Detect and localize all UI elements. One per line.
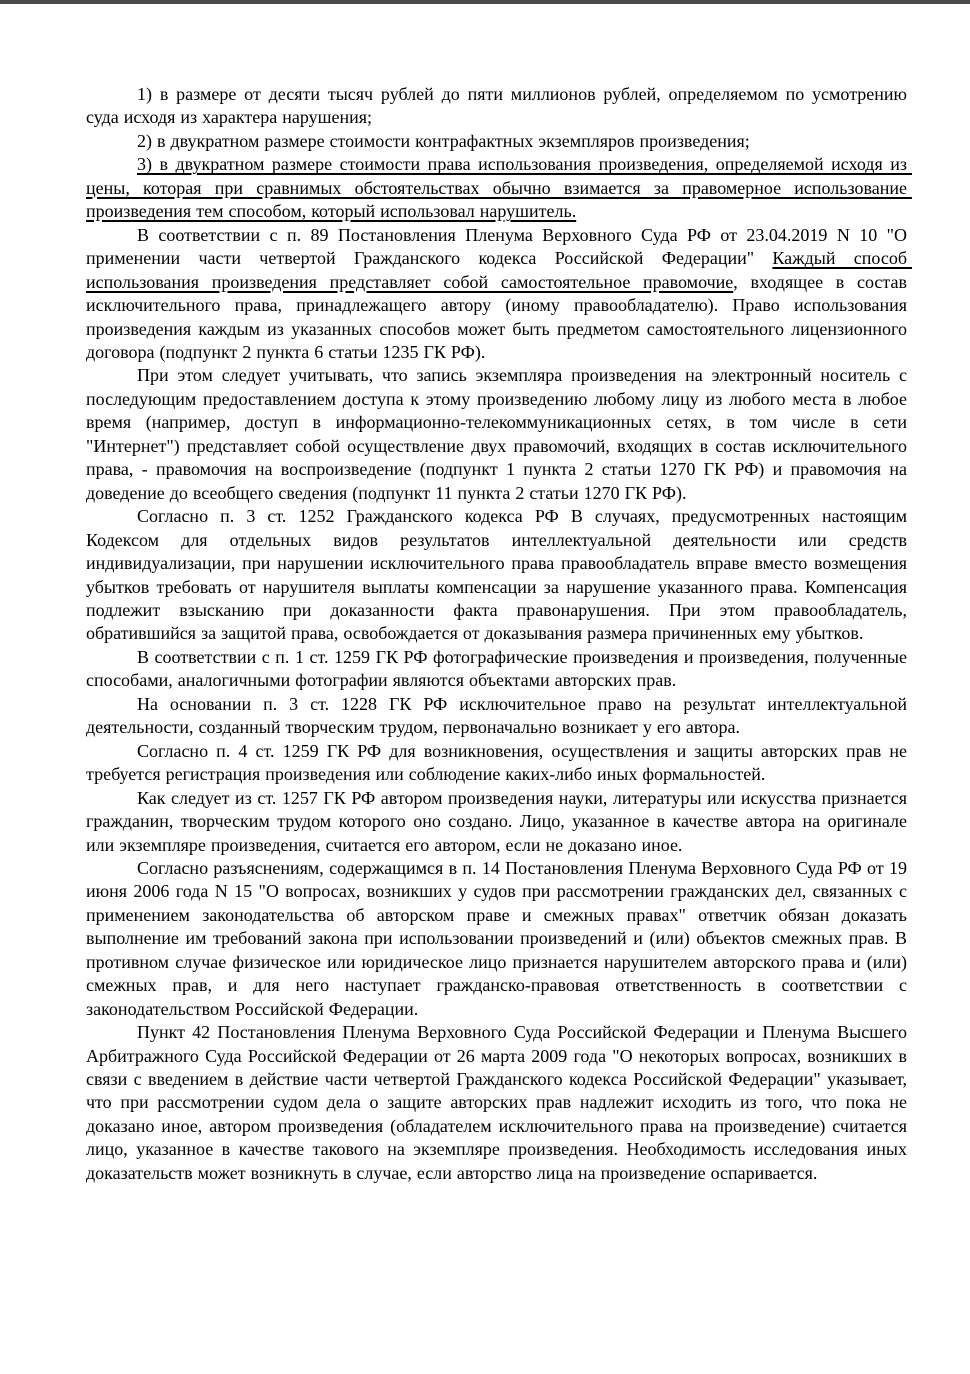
text-run: Согласно разъяснениям, содержащимся в п. 14 Постановления Пленума Верховного Суда РФ от 19 июня 2006 года N 15 "О вопросах, возникших у судов при рассмотрении гражданских дел, связанных с применением законодательства об авторском праве и смежных правах" ответчик обязан доказать выполнение им требований закона при использовании произведений и (или) объектов смежных прав. В противном случае физическое или юридическое лицо признается нарушителем авторского права и (или) смежных прав, и для него наступает гражданско-правовая ответственность в соответствии с законодательством Российской Федерации. (86, 857, 912, 1019)
text-run: Согласно п. 4 ст. 1259 ГК РФ для возникновения, осуществления и защиты авторских прав не требуется регистрация произведения или соблюдение каких-либо иных формальностей. (86, 740, 912, 785)
paragraph (86, 1021, 912, 1185)
text-run: В соответствии с п. 89 Постановления Пленума Верховного Суда РФ от 23.04.2019 N 10 "О применении части четвертой Гражданского кодекса Российской Федерации" (86, 224, 912, 269)
document-body (86, 83, 913, 1185)
paragraph (86, 505, 912, 646)
paragraph (86, 693, 912, 740)
paragraph (86, 646, 912, 693)
paragraph (86, 787, 912, 857)
text-run: Как следует из ст. 1257 ГК РФ автором произведения науки, литературы или искусства признается гражданин, творческим трудом которого оно создано. Лицо, указанное в качестве автора на оригинале или экземпляре произведения, считается его автором, если не доказано иное. (86, 787, 912, 855)
paragraph (86, 857, 912, 1021)
text-run: На основании п. 3 ст. 1228 ГК РФ исключительное право на результат интеллектуальной деятельности, созданный творческим трудом, первоначально возникает у его автора. (86, 693, 912, 738)
paragraph (86, 740, 912, 787)
text-run: , входящее в состав исключительного права, принадлежащего автору (иному правообладателю). Право использования произведения каждым из указанных способов может быть предметом самостоятельного лицензионного договора (подпункт 2 пункта 6 статьи 1235 ГК РФ). (86, 271, 912, 362)
underlined-text-run: Каждый способ использования произведения представляет собой самостоятельное правомочие (86, 248, 913, 292)
top-edge-bar (0, 0, 970, 4)
paragraph (86, 153, 912, 223)
text-run: Пункт 42 Постановления Пленума Верховного Суда Российской Федерации и Пленума Высшего Арбитражного Суда Российской Федерации от 26 марта 2009 года "О некоторых вопросах, возникших в связи с введением в действие части четвертой Гражданского кодекса Российской Федерации" указывает, что при рассмотрении судом дела о защите авторских прав надлежит исходить из того, что пока не доказано иное, автором произведения (обладателем исключительного права на произведение) считается лицо, указанное в качестве такового на экземпляре произведения. Необходимость исследования иных доказательств может возникнуть в случае, если авторство лица на произведение оспаривается. (86, 1022, 912, 1183)
paragraph (86, 364, 912, 505)
text-run: В соответствии с п. 1 ст. 1259 ГК РФ фотографические произведения и произведения, полученные способами, аналогичными фотографии являются объектами авторских прав. (86, 646, 912, 691)
underlined-text-run: 3) в двукратном размере стоимости права использования произведения, определяемой исходя из цены, которая при сравнимых обстоятельствах обычно взимается за правомерное использование произведения тем способом, который использовал нарушитель. (86, 154, 912, 222)
text-run: Согласно п. 3 ст. 1252 Гражданского кодекса РФ В случаях, предусмотренных настоящим Кодексом для отдельных видов результатов интеллектуальной деятельности или средств индивидуализации, при нарушении исключительного права правообладатель вправе вместо возмещения убытков требовать от нарушителя выплаты компенсации за нарушение указанного права. Компенсация подлежит взысканию при доказанности факта правонарушения. При этом правообладатель, обратившийся за защитой права, освобождается от доказывания размера причиненных ему убытков. (86, 506, 912, 644)
text-run: 1) в размере от десяти тысяч рублей до пяти миллионов рублей, определяемом по усмотрению суда исходя из характера нарушения; (86, 84, 912, 128)
paragraph (86, 83, 912, 130)
paragraph (86, 130, 907, 153)
text-run: При этом следует учитывать, что запись экземпляра произведения на электронный носитель с последующим предоставлением доступа к этому произведению любому лицу из любого места в любое время (например, доступ в информационно-телекоммуникационных сетях, в том числе в сети "Интернет") представляет собой осуществление двух правомочий, входящих в состав исключительного права, - правомочия на воспроизведение (подпункт 1 пункта 2 статьи 1270 ГК РФ) и правомочия на доведение до всеобщего сведения (подпункт 11 пункта 2 статьи 1270 ГК РФ). (86, 365, 912, 503)
text-run: 2) в двукратном размере стоимости контрафактных экземпляров произведения; (137, 130, 750, 151)
paragraph (86, 224, 913, 365)
